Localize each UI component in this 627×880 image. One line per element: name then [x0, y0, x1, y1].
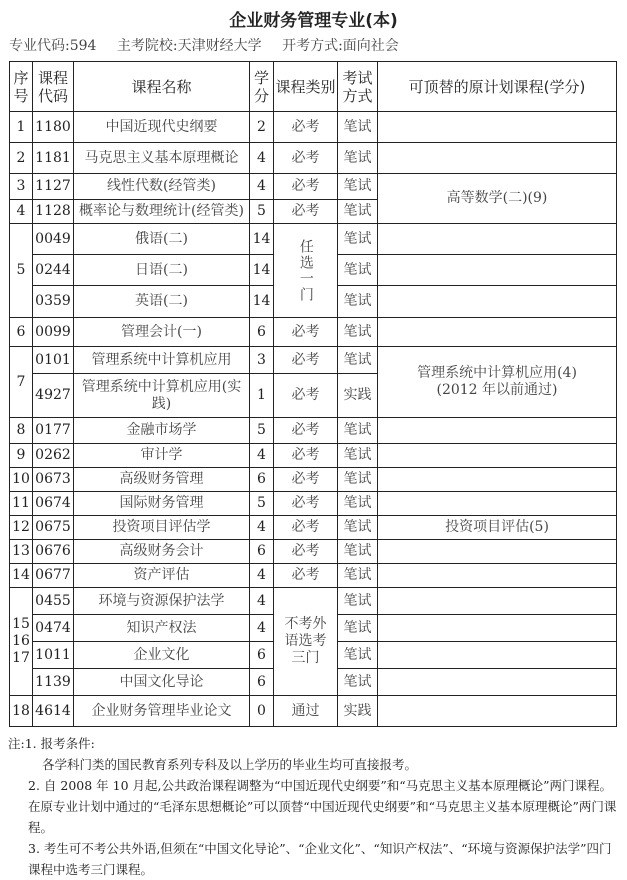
- course-name: 高级财务管理: [74, 468, 250, 492]
- exam-method: 笔试: [338, 112, 378, 143]
- table-row: [10, 418, 617, 444]
- course-type: 必考: [274, 200, 338, 224]
- course-type: 必考: [274, 540, 338, 564]
- credit: 0: [250, 696, 274, 727]
- credit: 4: [250, 516, 274, 540]
- course-code: 0675: [33, 516, 74, 540]
- table-row: [10, 347, 617, 374]
- table-row: [10, 564, 617, 588]
- row-number: 7: [10, 347, 33, 418]
- course-code: 0676: [33, 540, 74, 564]
- course-code: 0101: [33, 347, 74, 374]
- row-number: 13: [10, 540, 33, 564]
- host-school: 主考院校:天津财经大学: [116, 38, 262, 54]
- exam-method: 笔试: [338, 468, 378, 492]
- course-name: 俄语(二): [74, 224, 250, 255]
- exam-method: 笔试: [338, 143, 378, 174]
- credit: 1: [250, 374, 274, 418]
- credit: 4: [250, 588, 274, 615]
- row-number: 3: [10, 174, 33, 200]
- course-code: 0262: [33, 444, 74, 468]
- row-number: 2: [10, 143, 33, 174]
- row-number: 14: [10, 564, 33, 588]
- replacement-course: [378, 418, 617, 444]
- course-name: 概率论与数理统计(经管类): [74, 200, 250, 224]
- row-number: 8: [10, 418, 33, 444]
- course-name: 管理系统中计算机应用(实践): [74, 374, 250, 418]
- table-row: [10, 468, 617, 492]
- exam-method: 笔试: [338, 444, 378, 468]
- credit: 4: [250, 564, 274, 588]
- note-1-title: 注:1. 报考条件:: [8, 736, 95, 751]
- course-code: 0099: [33, 318, 74, 347]
- course-code: 0474: [33, 615, 74, 642]
- credit: 14: [250, 255, 274, 286]
- course-name: 投资项目评估学: [74, 516, 250, 540]
- exam-method: 笔试: [338, 174, 378, 200]
- table-row: [10, 492, 617, 516]
- exam-method: 笔试: [338, 318, 378, 347]
- row-number: 18: [10, 696, 33, 727]
- course-code: 0359: [33, 286, 74, 318]
- course-type: 必考: [274, 347, 338, 374]
- course-name: 环境与资源保护法学: [74, 588, 250, 615]
- credit: 6: [250, 540, 274, 564]
- course-code: 1180: [33, 112, 74, 143]
- course-code: 0673: [33, 468, 74, 492]
- column-header: 序号: [10, 62, 33, 112]
- course-code: 0674: [33, 492, 74, 516]
- credit: 6: [250, 669, 274, 696]
- course-type: 必考: [274, 468, 338, 492]
- table-row: [10, 143, 617, 174]
- course-code: 0049: [33, 224, 74, 255]
- exam-method: 笔试: [338, 588, 378, 615]
- exam-method: 笔试: [338, 669, 378, 696]
- course-name: 英语(二): [74, 286, 250, 318]
- exam-method: 笔试: [338, 516, 378, 540]
- replacement-text: 管理系统中计算机应用(4): [417, 365, 577, 382]
- course-code: 1181: [33, 143, 74, 174]
- note-1-body: 各学科门类的国民教育系列专科及以上学历的毕业生均可直接报考。: [42, 757, 418, 772]
- course-name: 审计学: [74, 444, 250, 468]
- credit: 5: [250, 492, 274, 516]
- credit: 6: [250, 468, 274, 492]
- course-type: 必考: [274, 564, 338, 588]
- column-header: 课程名称: [74, 62, 250, 112]
- replacement-course: [378, 642, 617, 669]
- row-number: 9: [10, 444, 33, 468]
- course-type: 必考: [274, 444, 338, 468]
- replacement-course: [378, 540, 617, 564]
- exam-method: 笔试: [338, 418, 378, 444]
- course-type: 通过: [274, 696, 338, 727]
- credit: 2: [250, 112, 274, 143]
- course-code: 4927: [33, 374, 74, 418]
- header-row: [10, 62, 617, 112]
- credit: 5: [250, 418, 274, 444]
- replacement-course: [378, 112, 617, 143]
- table-row: [10, 224, 617, 255]
- course-name: 企业文化: [74, 642, 250, 669]
- replacement-course: [378, 468, 617, 492]
- replacement-text: 投资项目评估(5): [445, 519, 549, 536]
- credit: 4: [250, 143, 274, 174]
- course-name: 金融市场学: [74, 418, 250, 444]
- course-name: 线性代数(经管类): [74, 174, 250, 200]
- replacement-course: [378, 174, 617, 224]
- credit: 4: [250, 174, 274, 200]
- replacement-course: [378, 696, 617, 727]
- course-name: 高级财务会计: [74, 540, 250, 564]
- column-header: 学分: [250, 62, 274, 112]
- table-row: [10, 174, 617, 200]
- course-type: 必考: [274, 143, 338, 174]
- course-code: 1127: [33, 174, 74, 200]
- course-type: 必考: [274, 516, 338, 540]
- course-code: 0244: [33, 255, 74, 286]
- exam-method: 笔试: [338, 492, 378, 516]
- exam-method: 笔试: [338, 200, 378, 224]
- course-code: 4614: [33, 696, 74, 727]
- course-name: 马克思主义基本原理概论: [74, 143, 250, 174]
- course-type: 必考: [274, 174, 338, 200]
- replacement-course: [378, 286, 617, 318]
- column-header: 课程类别: [274, 62, 338, 112]
- course-type: 必考: [274, 374, 338, 418]
- replacement-course: [378, 588, 617, 615]
- replacement-course: [378, 224, 617, 255]
- table-row: [10, 318, 617, 347]
- table-row: [10, 696, 617, 727]
- course-table: [9, 61, 617, 727]
- replacement-course: [378, 143, 617, 174]
- course-type: 必考: [274, 112, 338, 143]
- table-row: [10, 444, 617, 468]
- replacement-course: [378, 669, 617, 696]
- course-code: 1139: [33, 669, 74, 696]
- credit: 6: [250, 318, 274, 347]
- course-type: 必考: [274, 418, 338, 444]
- column-header: 考试方式: [338, 62, 378, 112]
- page-title: 企业财务管理专业(本): [229, 11, 398, 31]
- course-name: 企业财务管理毕业论文: [74, 696, 250, 727]
- course-name: 中国文化导论: [74, 669, 250, 696]
- replacement-course: [378, 492, 617, 516]
- credit: 3: [250, 347, 274, 374]
- column-header: 课程代码: [33, 62, 74, 112]
- replacement-course: [378, 318, 617, 347]
- course-type: 必考: [274, 318, 338, 347]
- exam-method: 笔试: [338, 347, 378, 374]
- row-number: 15 16 17: [10, 588, 33, 696]
- course-code: 0677: [33, 564, 74, 588]
- replacement-text: 高等数学(二)(9): [446, 190, 548, 207]
- row-number: 1: [10, 112, 33, 143]
- table-row: [10, 516, 617, 540]
- course-code: 0177: [33, 418, 74, 444]
- credit: 4: [250, 444, 274, 468]
- exam-method: 实践: [338, 696, 378, 727]
- replacement-course: [378, 516, 617, 540]
- course-type: 不考外语选考三门: [274, 588, 338, 696]
- course-name: 管理会计(一): [74, 318, 250, 347]
- exam-method: 笔试: [338, 540, 378, 564]
- table-row: [10, 112, 617, 143]
- course-name: 国际财务管理: [74, 492, 250, 516]
- exam-method: 笔试: [338, 255, 378, 286]
- replacement-course: [378, 615, 617, 642]
- table-row: [10, 588, 617, 615]
- exam-mode: 开考方式:面向社会: [282, 38, 399, 54]
- course-code: 1011: [33, 642, 74, 669]
- row-number: 12: [10, 516, 33, 540]
- course-type: 任选一门: [274, 224, 338, 318]
- credit: 6: [250, 642, 274, 669]
- row-number: 4: [10, 200, 33, 224]
- course-code: 1128: [33, 200, 74, 224]
- course-type: 必考: [274, 492, 338, 516]
- course-name: 资产评估: [74, 564, 250, 588]
- row-number: 5: [10, 224, 33, 318]
- table-row: [10, 540, 617, 564]
- exam-method: 实践: [338, 374, 378, 418]
- row-number: 10: [10, 468, 33, 492]
- replacement-note: (2012 年以前通过): [436, 382, 558, 398]
- credit: 5: [250, 200, 274, 224]
- replacement-course: [378, 347, 617, 418]
- course-code: 0455: [33, 588, 74, 615]
- replacement-course: [378, 564, 617, 588]
- notes: [8, 733, 618, 880]
- credit: 14: [250, 286, 274, 318]
- note-3: 3. 考生可不考公共外语,但须在“中国文化导论”、“企业文化”、“知识产权法”、“环境与资源保护法学”四门课程中选考三门课程。: [28, 841, 612, 877]
- major-code: 专业代码:594: [9, 38, 97, 54]
- row-number: 11: [10, 492, 33, 516]
- course-name: 知识产权法: [74, 615, 250, 642]
- exam-method: 笔试: [338, 286, 378, 318]
- exam-method: 笔试: [338, 224, 378, 255]
- column-header: 可顶替的原计划课程(学分): [378, 62, 617, 112]
- note-2: 2. 自 2008 年 10 月起,公共政治课程调整为“中国近现代史纲要”和“马克思主义基本原理概论”两门课程。在原专业计划中通过的“毛泽东思想概论”可以顶替“中国近现代史纲要”和“马克思主义基本原理概论”两门课程。: [28, 778, 617, 835]
- credit: 4: [250, 615, 274, 642]
- row-number: 6: [10, 318, 33, 347]
- credit: 14: [250, 224, 274, 255]
- exam-method: 笔试: [338, 642, 378, 669]
- replacement-course: [378, 444, 617, 468]
- course-name: 日语(二): [74, 255, 250, 286]
- major-info: [9, 35, 415, 55]
- course-name: 管理系统中计算机应用: [74, 347, 250, 374]
- exam-method: 笔试: [338, 615, 378, 642]
- replacement-course: [378, 255, 617, 286]
- course-name: 中国近现代史纲要: [74, 112, 250, 143]
- exam-method: 笔试: [338, 564, 378, 588]
